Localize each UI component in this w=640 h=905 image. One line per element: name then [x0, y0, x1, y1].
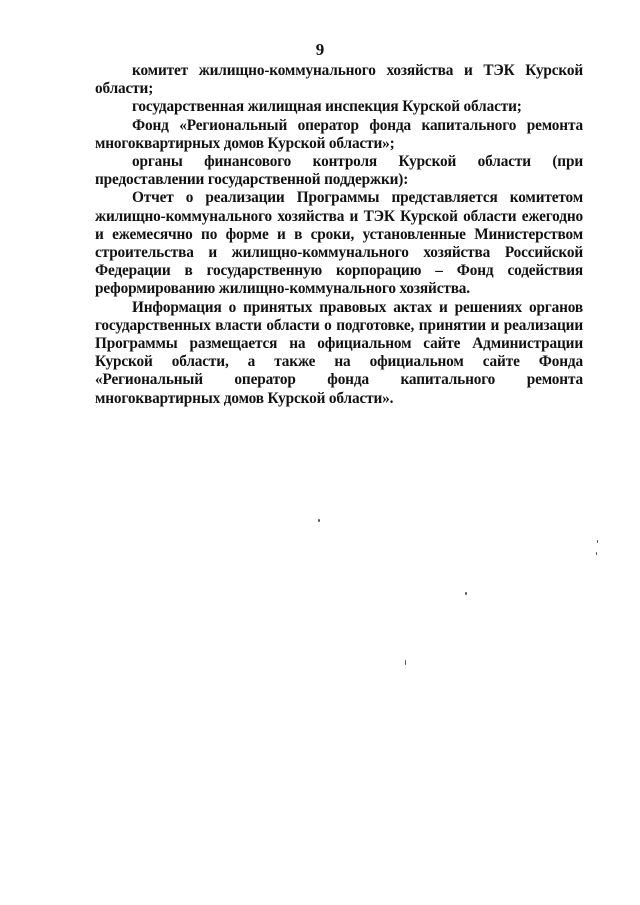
scan-speck [465, 592, 467, 595]
paragraph-housing-inspection: государственная жилищная инспекция Курской области; [132, 98, 522, 116]
scan-speck [596, 552, 597, 555]
page-number: 9 [315, 40, 325, 59]
document-body [95, 62, 583, 408]
scan-speck [405, 660, 406, 665]
scan-speck [597, 540, 598, 543]
paragraph-regional-operator-fund: Фонд «Региональный оператор фонда капитального ремонта многоквартирных домов Курской области»; [95, 116, 583, 152]
paragraph-financial-control: органы финансового контроля Курской области (при предоставлении государственной поддержки): [95, 153, 583, 189]
scan-speck [318, 519, 320, 522]
paragraph-committee-housing: комитет жилищно-коммунального хозяйства и ТЭК Курской области; [95, 62, 583, 98]
paragraph-publication-info: Информация о принятых правовых актах и решениях органов государственных власти области о подготовке, принятии и реализации Программы размещается на официальном сайте Администрации Курской области, а также на официальном сайте Фонда «Региональный оператор фонда капитального ремонта многоквартирных домов Курской области». [95, 298, 583, 407]
paragraph-program-report: Отчет о реализации Программы представляется комитетом жилищно-коммунального хозяйства и ТЭК Курской области ежегодно и ежемесячно по форме и в сроки, установленные Министерством строительства и жилищно-коммунального хозяйства Российской Федерации в государственную корпорацию – Фонд содействия реформированию жилищно-коммунального хозяйства. [95, 189, 583, 298]
